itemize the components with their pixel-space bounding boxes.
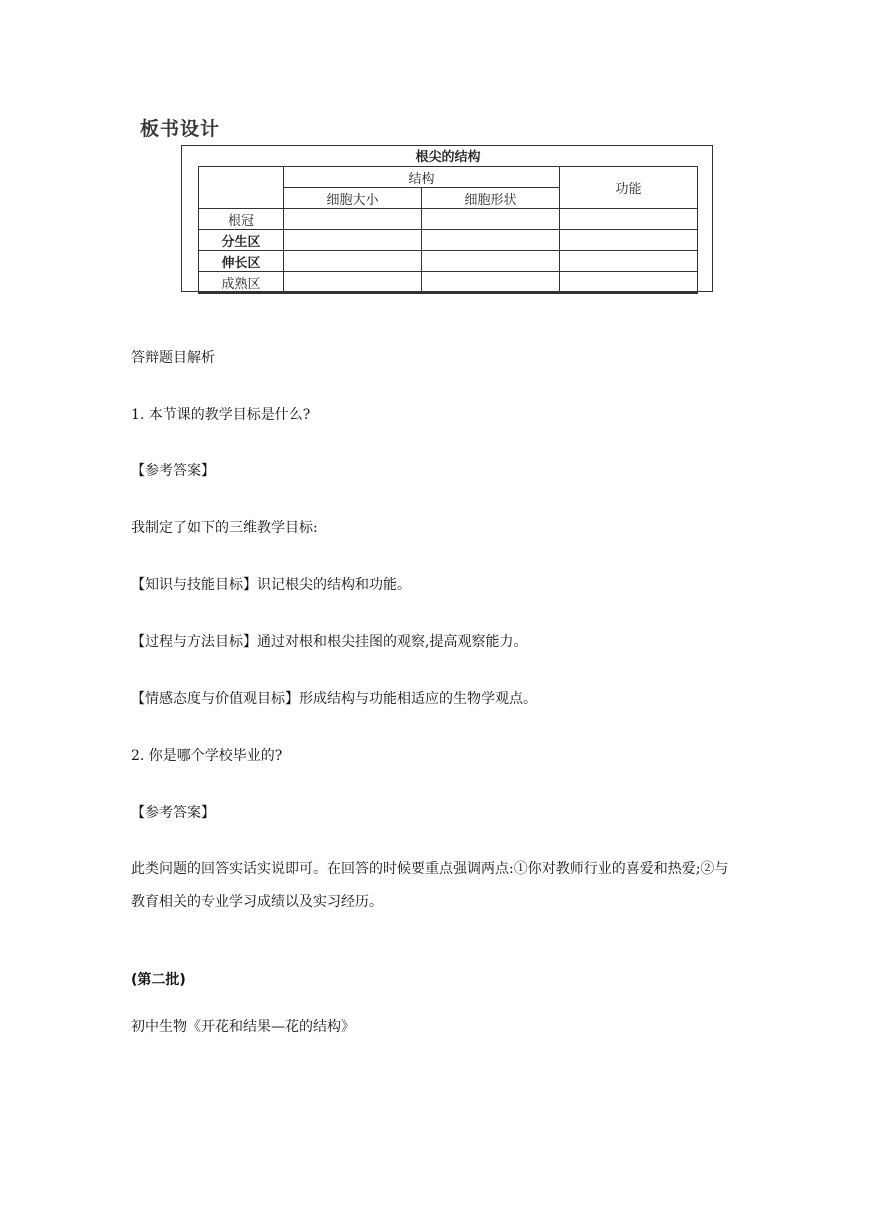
table-cell <box>560 251 698 272</box>
table-cell <box>284 251 422 272</box>
reference-answer-label-1: 【参考答案】 <box>131 463 215 479</box>
table-cell <box>284 209 422 230</box>
table-row <box>199 209 698 230</box>
question-1: 1. 本节课的教学目标是什么? <box>131 407 311 423</box>
row-label-maturation-zone: 成熟区 <box>199 272 284 294</box>
course-title: 初中生物《开花和结果—花的结构》 <box>131 1019 355 1035</box>
table-cell <box>284 230 422 251</box>
batch-label: (第二批) <box>131 972 186 988</box>
table-cell <box>560 230 698 251</box>
table-header-cell-shape: 细胞形状 <box>422 188 560 209</box>
table-row <box>199 272 698 294</box>
answer-2-text: 此类问题的回答实话实说即可。在回答的时候要重点强调两点:①你对教师行业的喜爱和热爱;②与教育相关的专业学习成绩以及实习经历。 <box>131 861 729 910</box>
table-caption: 根尖的结构 <box>199 145 698 167</box>
goal-emotion-values: 【情感态度与价值观目标】形成结构与功能相适应的生物学观点。 <box>131 691 537 707</box>
table-header-cell-size: 细胞大小 <box>284 188 422 209</box>
goal-knowledge-skills: 【知识与技能目标】识记根尖的结构和功能。 <box>131 577 411 593</box>
goals-intro: 我制定了如下的三维教学目标: <box>131 520 318 536</box>
row-label-meristem-zone: 分生区 <box>199 230 284 251</box>
goal-process-methods: 【过程与方法目标】通过对根和根尖挂图的观察,提高观察能力。 <box>131 634 528 650</box>
table-cell <box>560 209 698 230</box>
table-cell <box>284 272 422 294</box>
table-header-structure: 结构 <box>284 167 560 188</box>
table-cell <box>422 209 560 230</box>
table-corner-cell <box>199 167 284 209</box>
table-cell <box>422 230 560 251</box>
reference-answer-label-2: 【参考答案】 <box>131 805 215 821</box>
table-row <box>199 251 698 272</box>
analysis-heading: 答辩题目解析 <box>131 350 215 366</box>
table-cell <box>422 272 560 294</box>
table-cell <box>422 251 560 272</box>
table-cell <box>560 272 698 294</box>
board-design-title: 板书设计 <box>140 118 221 140</box>
question-2: 2. 你是哪个学校毕业的? <box>131 748 283 764</box>
root-tip-structure-table <box>198 145 698 294</box>
row-label-root-cap: 根冠 <box>199 209 284 230</box>
row-label-elongation-zone: 伸长区 <box>199 251 284 272</box>
table-header-function: 功能 <box>560 167 698 209</box>
table-row <box>199 230 698 251</box>
